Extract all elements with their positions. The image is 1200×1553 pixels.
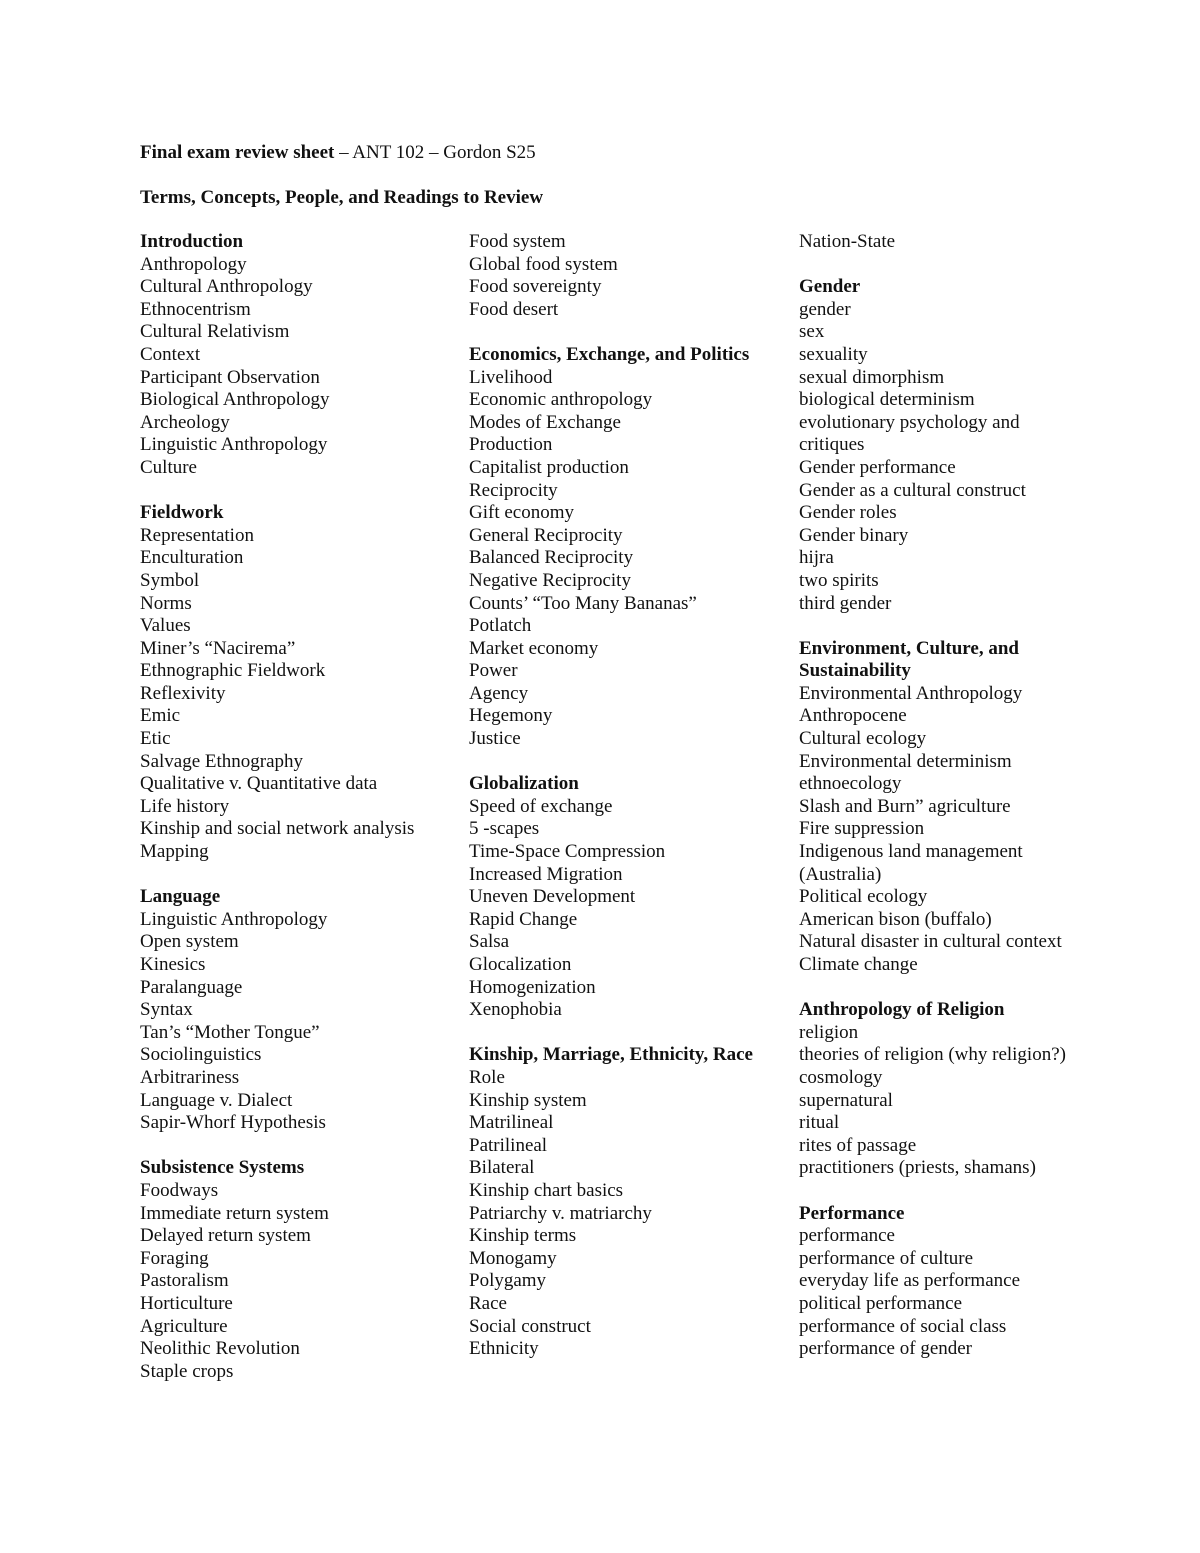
review-term: performance of culture <box>799 1247 974 1269</box>
review-term: cosmology <box>799 1066 883 1088</box>
review-term: Food system <box>469 231 566 252</box>
review-term: Rapid Change <box>469 908 578 930</box>
review-term: Race <box>469 1292 507 1314</box>
review-term: Role <box>469 1066 505 1088</box>
review-term: Counts’ “Too Many Bananas” <box>469 592 697 614</box>
document-subtitle: Terms, Concepts, People, and Readings to Review <box>140 187 544 208</box>
review-term: Xenophobia <box>469 999 562 1021</box>
review-term: Ethnicity <box>469 1338 539 1360</box>
topic-section <box>799 638 1079 977</box>
review-term: Homogenization <box>469 976 596 998</box>
review-term: Open system <box>140 931 239 953</box>
review-term: Agriculture <box>140 1315 228 1337</box>
topic-section <box>140 502 460 864</box>
topic-section <box>140 1157 460 1383</box>
section-heading: Fieldwork <box>140 502 224 524</box>
section-heading: Economics, Exchange, and Politics <box>469 343 750 365</box>
review-term: ethnoecology <box>799 773 902 795</box>
review-term: Kinship terms <box>469 1225 577 1247</box>
review-term: performance of social class <box>799 1315 1007 1337</box>
review-term: Polygamy <box>469 1270 547 1292</box>
review-term: Gender roles <box>799 502 897 524</box>
review-term: rites of passage <box>799 1134 917 1156</box>
review-term: theories of religion (why religion?) <box>799 1044 1066 1066</box>
review-term: Food sovereignty <box>469 276 602 298</box>
review-term: Reflexivity <box>140 682 226 704</box>
review-term: political performance <box>799 1292 963 1314</box>
review-term: Patrilineal <box>469 1134 548 1156</box>
topic-section <box>140 886 460 1135</box>
review-term: Nation-State <box>799 231 896 252</box>
review-term: Modes of Exchange <box>469 411 621 433</box>
section-heading: Kinship, Marriage, Ethnicity, Race <box>469 1044 753 1066</box>
review-term: Power <box>469 660 518 682</box>
review-term: Matrilineal <box>469 1112 554 1134</box>
section-heading: Introduction <box>140 231 244 252</box>
review-term: Archeology <box>140 411 230 433</box>
review-term: Anthropology <box>140 253 247 275</box>
review-term: Enculturation <box>140 547 244 569</box>
review-term: Hegemony <box>469 705 553 727</box>
review-term: religion <box>799 1021 859 1043</box>
review-term: Linguistic Anthropology <box>140 434 328 456</box>
topic-section <box>469 773 789 1022</box>
review-term: Neolithic Revolution <box>140 1338 300 1360</box>
review-term: Norms <box>140 592 192 614</box>
review-term: Reciprocity <box>469 479 558 501</box>
review-term: Fire suppression <box>799 818 925 840</box>
review-term: Production <box>469 434 553 456</box>
review-term: Emic <box>140 705 181 727</box>
review-term: sexual dimorphism <box>799 366 945 388</box>
review-term: Climate change <box>799 954 918 975</box>
review-term: Potlatch <box>469 615 532 637</box>
review-term: Sociolinguistics <box>140 1044 262 1066</box>
review-term: Delayed return system <box>140 1225 311 1247</box>
topic-section <box>469 231 789 321</box>
review-term: Sapir-Whorf Hypothesis <box>140 1112 326 1134</box>
review-term: Indigenous land management (Australia) <box>799 841 1023 885</box>
document-title-rest: – ANT 102 – Gordon S25 <box>334 142 536 163</box>
review-term: Kinship chart basics <box>469 1179 624 1201</box>
review-term: everyday life as performance <box>799 1270 1021 1292</box>
review-term: Kinesics <box>140 954 206 975</box>
review-term: hijra <box>799 547 834 569</box>
review-term: Life history <box>140 795 230 817</box>
review-term: Bilateral <box>469 1157 535 1179</box>
review-term: sex <box>799 321 825 343</box>
review-term: Arbitrariness <box>140 1066 240 1088</box>
review-term: Environmental Anthropology <box>799 682 1023 704</box>
column-3 <box>799 231 1079 1361</box>
topic-section <box>799 999 1079 1180</box>
review-term: Kinship and social network analysis <box>140 818 415 840</box>
review-term: Environmental determinism <box>799 750 1012 772</box>
review-term: General Reciprocity <box>469 524 623 546</box>
review-term: Salvage Ethnography <box>140 750 304 772</box>
section-heading: Globalization <box>469 773 579 795</box>
review-term: Agency <box>469 682 529 704</box>
review-term: Time-Space Compression <box>469 841 666 863</box>
review-term: third gender <box>799 592 892 614</box>
section-heading: Performance <box>799 1202 905 1224</box>
review-term: Symbol <box>140 569 200 591</box>
review-term: Ethnographic Fieldwork <box>140 660 326 682</box>
review-term: Representation <box>140 524 254 546</box>
review-term: Political ecology <box>799 886 928 908</box>
review-term: Linguistic Anthropology <box>140 908 328 930</box>
review-term: Mapping <box>140 841 209 863</box>
review-term: supernatural <box>799 1089 893 1111</box>
review-term: practitioners (priests, shamans) <box>799 1157 1036 1179</box>
review-term: Staple crops <box>140 1360 234 1382</box>
review-term: Foodways <box>140 1179 219 1201</box>
review-term: Language v. Dialect <box>140 1089 293 1111</box>
review-term: Monogamy <box>469 1247 557 1269</box>
review-term: performance <box>799 1225 895 1247</box>
review-term: Salsa <box>469 931 510 953</box>
document-title <box>140 141 536 165</box>
review-term: Economic anthropology <box>469 389 653 411</box>
review-term: evolutionary psychology and critiques <box>799 411 1020 456</box>
review-term: Pastoralism <box>140 1270 229 1292</box>
review-term: sexuality <box>799 343 868 365</box>
review-term: Biological Anthropology <box>140 389 330 411</box>
review-term: Increased Migration <box>469 863 623 885</box>
review-term: Natural disaster in cultural context <box>799 931 1062 953</box>
section-heading: Language <box>140 886 221 908</box>
review-term: Capitalist production <box>469 456 629 478</box>
review-term: Anthropocene <box>799 705 907 727</box>
column-1 <box>140 231 460 1383</box>
review-term: Cultural Anthropology <box>140 276 313 298</box>
review-term: Food desert <box>469 298 559 320</box>
review-term: Uneven Development <box>469 886 636 908</box>
topic-section <box>469 1044 789 1360</box>
review-term: Cultural Relativism <box>140 321 290 343</box>
review-term: biological determinism <box>799 389 975 411</box>
review-term: Ethnocentrism <box>140 298 251 320</box>
document-title-bold: Final exam review sheet <box>140 142 335 163</box>
review-term: Paralanguage <box>140 976 243 998</box>
review-term: Syntax <box>140 999 193 1021</box>
section-heading: Gender <box>799 276 861 298</box>
review-term: Slash and Burn” agriculture <box>799 795 1011 817</box>
review-term: Speed of exchange <box>469 795 613 817</box>
review-term: Qualitative v. Quantitative data <box>140 773 378 795</box>
review-term: Kinship system <box>469 1089 587 1111</box>
review-term: Global food system <box>469 253 618 275</box>
review-term: Values <box>140 615 191 637</box>
review-term: Negative Reciprocity <box>469 569 631 591</box>
review-term: Horticulture <box>140 1292 233 1314</box>
review-term: Justice <box>469 728 521 750</box>
review-term: Culture <box>140 456 197 478</box>
section-heading: Subsistence Systems <box>140 1157 305 1179</box>
review-term: Immediate return system <box>140 1202 329 1224</box>
review-term: Social construct <box>469 1315 591 1337</box>
review-term: Foraging <box>140 1247 209 1269</box>
section-heading: Anthropology of Religion <box>799 999 1005 1021</box>
section-heading: Environment, Culture, and Sustainability <box>799 637 1019 682</box>
review-term: American bison (buffalo) <box>799 908 992 930</box>
review-term: Gender performance <box>799 456 956 478</box>
review-term: 5 -scapes <box>469 818 540 840</box>
topic-section <box>799 1203 1079 1361</box>
topic-section <box>469 344 789 751</box>
review-term: Market economy <box>469 637 599 659</box>
review-term: two spirits <box>799 569 879 591</box>
topic-section <box>799 276 1079 615</box>
review-term: Gender binary <box>799 524 909 546</box>
review-term: Miner’s “Nacirema” <box>140 637 296 659</box>
review-term: Balanced Reciprocity <box>469 547 634 569</box>
review-term: Cultural ecology <box>799 728 927 750</box>
review-term: gender <box>799 298 851 320</box>
review-term: Tan’s “Mother Tongue” <box>140 1021 320 1043</box>
review-term: Livelihood <box>469 366 553 388</box>
review-term: Participant Observation <box>140 366 320 388</box>
review-term: Patriarchy v. matriarchy <box>469 1202 652 1224</box>
topic-section <box>140 231 460 480</box>
review-term: Context <box>140 343 201 365</box>
review-term: Etic <box>140 728 171 750</box>
column-2 <box>469 231 789 1361</box>
review-term: Gender as a cultural construct <box>799 479 1026 501</box>
review-term: performance of gender <box>799 1338 973 1360</box>
topic-section <box>799 231 1079 254</box>
review-term: ritual <box>799 1112 840 1134</box>
review-term: Glocalization <box>469 954 572 975</box>
review-term: Gift economy <box>469 502 575 524</box>
